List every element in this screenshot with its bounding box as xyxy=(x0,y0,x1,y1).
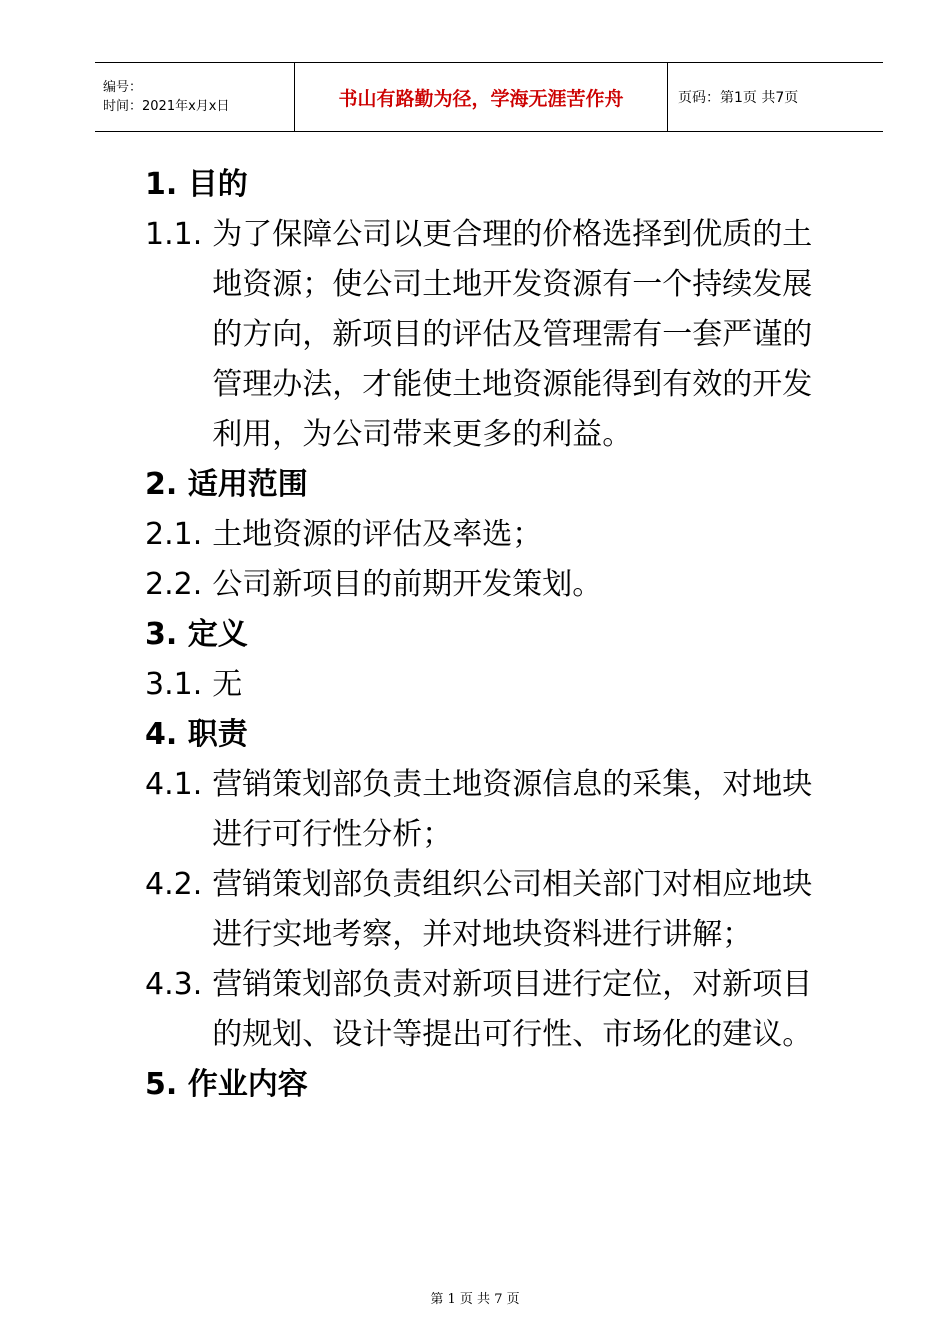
motto-text: 书山有路勤为径，学海无涯苦作舟 xyxy=(338,87,624,110)
header-meta-cell xyxy=(95,63,295,131)
section-heading-purpose: 1. 目的 xyxy=(145,167,248,202)
item-number: 2.1. xyxy=(145,517,203,552)
page-label: 页码：第1页 共7页 xyxy=(678,90,799,106)
code-label: 编号： xyxy=(103,80,143,95)
section-heading-scope: 2. 适用范围 xyxy=(145,467,308,502)
section-heading-work-content: 5. 作业内容 xyxy=(145,1067,308,1102)
item-number: 3.1. xyxy=(145,667,203,702)
header-page-cell xyxy=(668,63,883,131)
list-item xyxy=(145,510,835,560)
item-number: 1.1. xyxy=(145,217,203,252)
list-item xyxy=(145,660,835,710)
time-label: 时间：2021年x月x日 xyxy=(103,99,230,114)
item-number: 4.1. xyxy=(145,767,203,802)
item-text: 营销策划部负责组织公司相关部门对相应地块进行实地考察，并对地块资料进行讲解； xyxy=(212,867,813,952)
page-footer: 第 1 页 共 7 页 xyxy=(430,1292,520,1307)
item-text: 营销策划部负责对新项目进行定位，对新项目的规划、设计等提出可行性、市场化的建议。 xyxy=(212,967,813,1052)
list-item xyxy=(145,210,835,460)
item-text: 营销策划部负责土地资源信息的采集，对地块进行可行性分析； xyxy=(212,767,813,852)
item-number: 2.2. xyxy=(145,567,203,602)
document-header xyxy=(95,62,883,132)
item-text: 土地资源的评估及率选； xyxy=(212,517,543,552)
section-heading-responsibilities: 4. 职责 xyxy=(145,717,248,752)
item-number: 4.3. xyxy=(145,967,203,1002)
item-text: 无 xyxy=(212,667,243,702)
item-number: 4.2. xyxy=(145,867,203,902)
item-text: 为了保障公司以更合理的价格选择到优质的土地资源；使公司土地开发资源有一个持续发展的方向，新项目的评估及管理需有一套严谨的管理办法，才能使土地资源能得到有效的开发利用，为公司带来更多的利益。 xyxy=(212,217,813,452)
list-item xyxy=(145,860,835,960)
list-item xyxy=(145,560,835,610)
list-item xyxy=(145,960,835,1060)
list-item xyxy=(145,760,835,860)
item-text: 公司新项目的前期开发策划。 xyxy=(212,567,603,602)
section-heading-definition: 3. 定义 xyxy=(145,617,248,652)
document-body xyxy=(145,160,835,1110)
header-motto-cell xyxy=(295,63,668,131)
